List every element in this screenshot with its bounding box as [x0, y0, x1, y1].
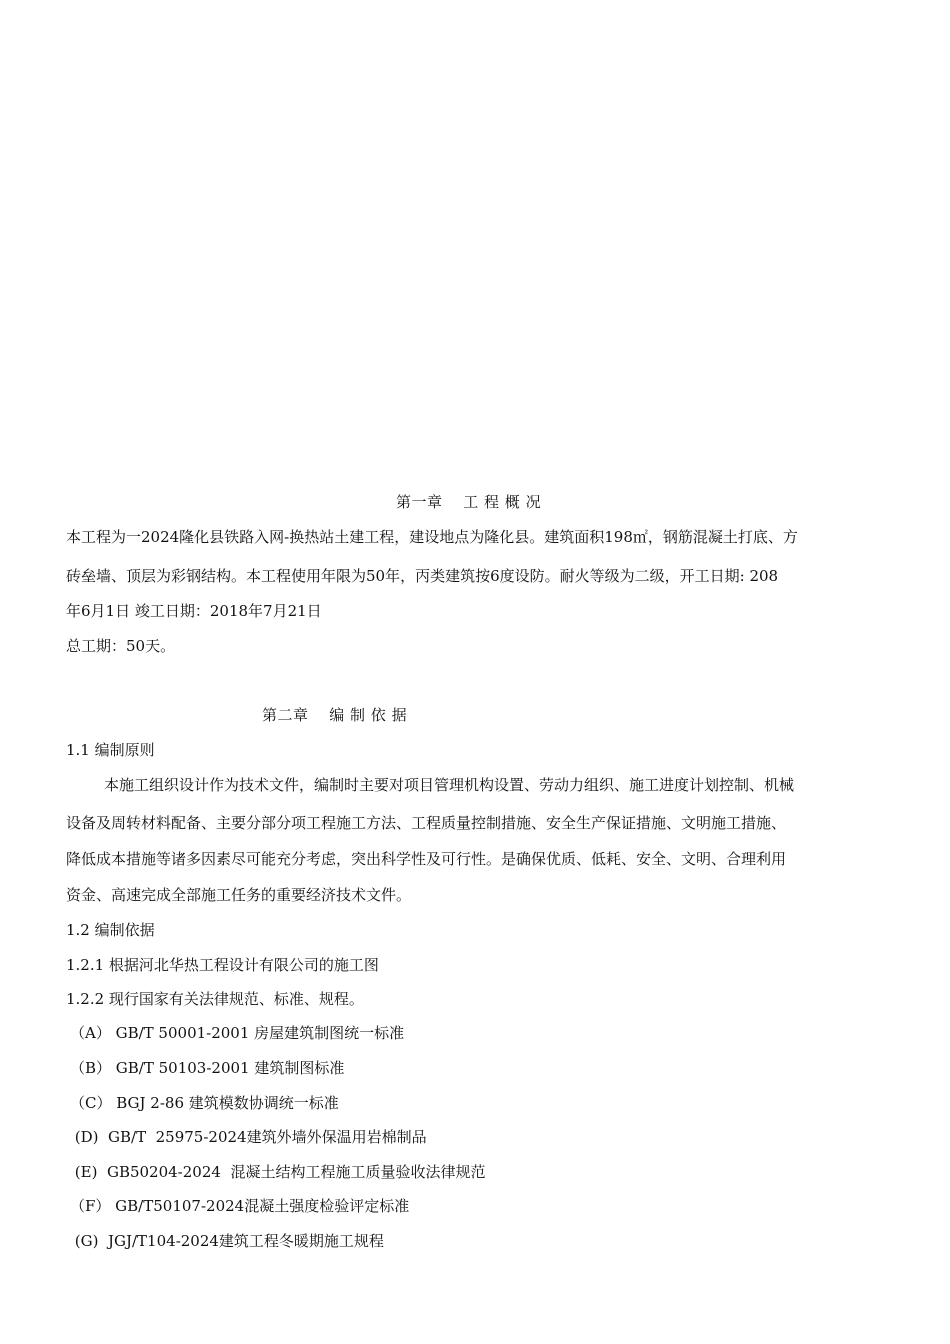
standard-item-d: (D) GB/T 25975-2024建筑外墙外保温用岩棉制品: [70, 1128, 427, 1146]
section-1-1-paragraph-line-4: 资金、高速完成全部施工任务的重要经济技术文件。: [66, 886, 412, 904]
chapter-1-paragraph-line-1: 本工程为一2024隆化县铁路入网-换热站土建工程，建设地点为隆化县。建筑面积198㎡，钢筋混凝土打底、方: [66, 528, 798, 546]
standard-item-c: （C） BGJ 2-86 建筑模数协调统一标准: [70, 1094, 339, 1112]
chapter-1-title: 第一章 工 程 概 况: [396, 493, 542, 511]
standard-item-f: （F） GB/T50107-2024混凝土强度检验评定标准: [70, 1197, 410, 1215]
item-1-2-1: 1.2.1 根据河北华热工程设计有限公司的施工图: [66, 956, 379, 974]
standard-item-e: (E) GB50204-2024 混凝土结构工程施工质量验收法律规范: [70, 1163, 486, 1181]
chapter-2-title: 第二章 编 制 依 据: [262, 706, 408, 724]
standard-item-a: （A） GB/T 50001-2001 房屋建筑制图统一标准: [70, 1024, 405, 1042]
item-1-2-2: 1.2.2 现行国家有关法律规范、标准、规程。: [66, 990, 364, 1008]
section-1-1-paragraph-line-2: 设备及周转材料配备、主要分部分项工程施工方法、工程质量控制措施、安全生产保证措施、文明施工措施、: [66, 814, 787, 832]
chapter-1-paragraph-line-3: 年6月1日 竣工日期：2018年7月21日: [66, 602, 322, 620]
standard-item-g: (G) JGJ/T104-2024建筑工程冬暖期施工规程: [70, 1232, 384, 1250]
section-1-1-paragraph-line-1: 本施工组织设计作为技术文件，编制时主要对项目管理机构设置、劳动力组织、施工进度计划控制、机械: [104, 776, 795, 794]
standard-item-b: （B） GB/T 50103-2001 建筑制图标准: [70, 1059, 345, 1077]
section-1-2-heading: 1.2 编制依据: [66, 921, 155, 939]
section-1-1-paragraph-line-3: 降低成本措施等诸多因素尽可能充分考虑，突出科学性及可行性。是确保优质、低耗、安全、文明、合理利用: [66, 850, 787, 868]
section-1-1-heading: 1.1 编制原则: [66, 741, 155, 759]
chapter-1-total-duration: 总工期：50天。: [66, 637, 176, 655]
chapter-1-paragraph-line-2: 砖垒墙、顶层为彩钢结构。本工程使用年限为50年，丙类建筑按6度设防。耐火等级为二级，开工日期: 208: [66, 567, 779, 585]
